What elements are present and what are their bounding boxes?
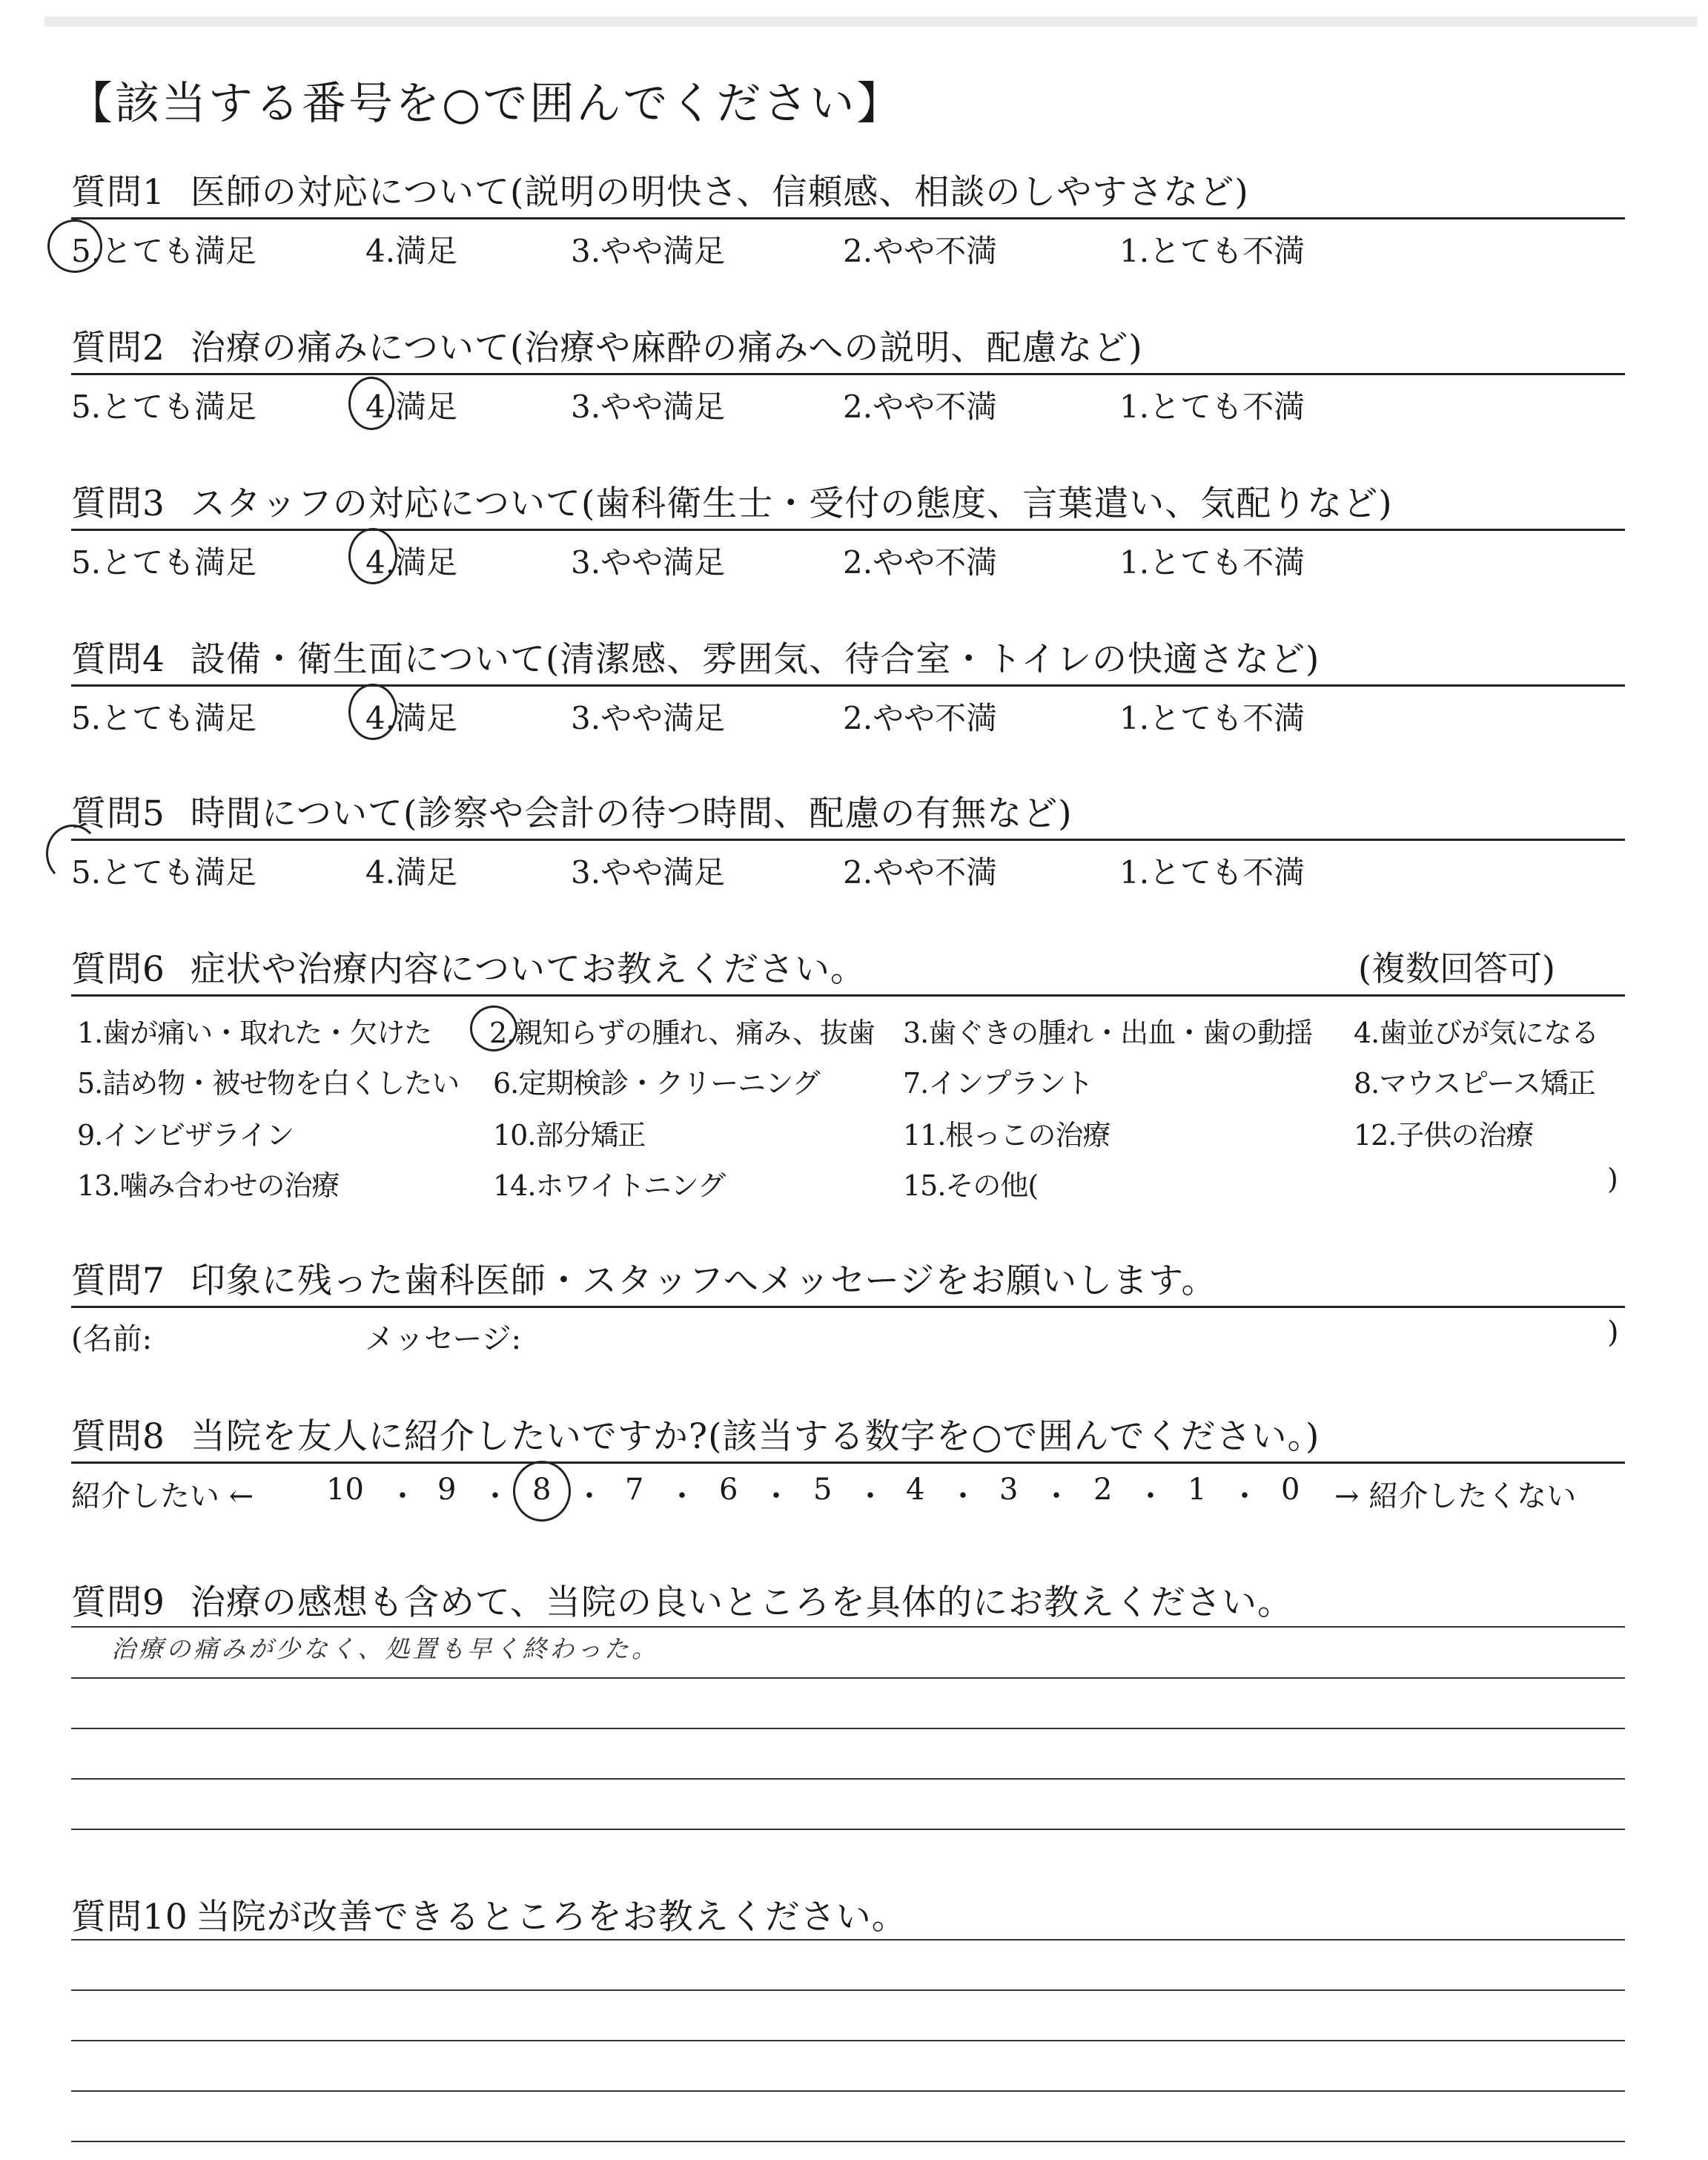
option-4-satisfied[interactable]: 4.満足	[365, 544, 458, 581]
question-divider	[71, 684, 1625, 687]
option-1-very-dissatisfied[interactable]: 1.とても不満	[1119, 544, 1305, 581]
option-2-somewhat-dissatisfied[interactable]: 2.やや不満	[843, 700, 998, 736]
symptom-option[interactable]: 8.マウスピース矯正	[1354, 1067, 1595, 1100]
question-9	[71, 1575, 1625, 1621]
option-1-very-dissatisfied[interactable]: 1.とても不満	[1119, 700, 1305, 736]
question-number: 質問2	[71, 328, 165, 369]
question-7	[71, 1253, 1625, 1299]
question-5	[71, 786, 1625, 832]
scale-dot: ・	[388, 1479, 417, 1513]
scale-dot: ・	[480, 1479, 510, 1513]
question-text: 設備・衛生面について(清潔感、雰囲気、待合室・トイレの快適さなど)	[190, 639, 1320, 680]
question-text: 治療の痛みについて(治療や麻酔の痛みへの説明、配慮など)	[190, 328, 1143, 369]
question-number: 質問10	[71, 1897, 188, 1938]
answer-line	[71, 1939, 1625, 1941]
symptom-option[interactable]: 6.定期検診・クリーニング	[493, 1067, 820, 1100]
answer-line	[71, 1989, 1625, 1991]
recommend-label: 紹介したい ←	[71, 1479, 254, 1513]
question-divider	[71, 217, 1625, 219]
option-2-somewhat-dissatisfied[interactable]: 2.やや不満	[843, 854, 998, 891]
message-label: メッセージ:	[365, 1322, 522, 1356]
scale-4[interactable]: 4	[906, 1473, 925, 1507]
question-divider	[71, 1462, 1625, 1464]
symptom-option[interactable]: 14.ホワイトニング	[493, 1169, 726, 1202]
option-1-very-dissatisfied[interactable]: 1.とても不満	[1119, 389, 1305, 425]
answer-circle-mark	[348, 528, 397, 584]
scale-9[interactable]: 9	[437, 1473, 457, 1507]
scale-8[interactable]: 8	[532, 1473, 552, 1507]
scale-dot: ・	[761, 1479, 791, 1513]
question-3	[71, 476, 1625, 522]
option-4-satisfied[interactable]: 4.満足	[365, 700, 458, 736]
question-text: 印象に残った歯科医師・スタッフへメッセージをお願いします。	[190, 1261, 1217, 1301]
question-divider	[71, 839, 1625, 841]
scale-3[interactable]: 3	[999, 1473, 1019, 1507]
scale-2[interactable]: 2	[1093, 1473, 1113, 1507]
option-4-satisfied[interactable]: 4.満足	[365, 854, 458, 891]
symptom-option[interactable]: 11.根っこの治療	[903, 1119, 1110, 1152]
question-number: 質問6	[71, 949, 165, 990]
question-number: 質問9	[71, 1582, 165, 1623]
question-number: 質問8	[71, 1416, 165, 1457]
question-text: スタッフの対応について(歯科衛生士・受付の態度、言葉遣い、気配りなど)	[190, 483, 1393, 524]
name-label: (名前:	[71, 1322, 153, 1356]
scan-edge	[44, 16, 1698, 27]
question-number: 質問5	[71, 793, 165, 834]
other-close-paren: )	[1607, 1163, 1618, 1195]
handwritten-answer: 治療の痛みが少なく、処置も早く終わった。	[111, 1634, 660, 1663]
option-1-very-dissatisfied[interactable]: 1.とても不満	[1119, 854, 1305, 891]
question-text: 症状や治療内容についてお教えください。	[190, 949, 866, 990]
answer-line	[71, 1829, 1625, 1830]
answer-line	[71, 2090, 1625, 2092]
scale-6[interactable]: 6	[719, 1473, 738, 1507]
symptom-option[interactable]: 10.部分矯正	[493, 1119, 646, 1152]
question-8	[71, 1409, 1625, 1455]
question-text: 治療の感想も含めて、当院の良いところを具体的にお教えください。	[190, 1582, 1293, 1623]
question-number: 質問4	[71, 639, 165, 680]
answer-circle-mark	[348, 377, 394, 430]
question-1	[71, 165, 1625, 211]
scale-dot: ・	[667, 1479, 697, 1513]
question-text: 医師の対応について(説明の明快さ、信頼感、相談のしやすさなど)	[190, 172, 1249, 213]
question-divider	[71, 529, 1625, 531]
scale-dot: ・	[1042, 1479, 1071, 1513]
multiple-answers-note: (複数回答可)	[1358, 948, 1555, 988]
question-text: 当院を友人に紹介したいですか?(該当する数字を○で囲んでください。)	[190, 1416, 1320, 1457]
answer-circle-mark	[348, 684, 397, 740]
symptom-option[interactable]: 2.親知らずの腫れ、痛み、抜歯	[489, 1017, 875, 1049]
question-10	[71, 1889, 1625, 1938]
scale-10[interactable]: 10	[326, 1473, 364, 1507]
scale-1[interactable]: 1	[1188, 1473, 1207, 1507]
answer-circle-mark	[470, 1005, 517, 1051]
option-2-somewhat-dissatisfied[interactable]: 2.やや不満	[843, 544, 998, 581]
option-4-satisfied[interactable]: 4.満足	[365, 233, 458, 269]
question-4	[71, 632, 1625, 678]
symptom-option[interactable]: 13.噛み合わせの治療	[77, 1169, 340, 1202]
symptom-option[interactable]: 12.子供の治療	[1354, 1119, 1534, 1152]
symptom-option[interactable]: 4.歯並びが気になる	[1354, 1017, 1599, 1049]
question-text: 当院が改善できるところをお教えください。	[195, 1897, 907, 1938]
option-3-somewhat-satisfied[interactable]: 3.やや満足	[571, 389, 726, 425]
scale-0[interactable]: 0	[1281, 1473, 1300, 1507]
symptom-option[interactable]: 3.歯ぐきの腫れ・出血・歯の動揺	[903, 1017, 1313, 1049]
question-2	[71, 320, 1625, 369]
answer-line	[71, 1778, 1625, 1780]
question-number: 質問7	[71, 1261, 165, 1301]
option-3-somewhat-satisfied[interactable]: 3.やや満足	[571, 854, 726, 891]
symptom-option[interactable]: 5.詰め物・被せ物を白くしたい	[77, 1067, 460, 1100]
option-5-very-satisfied[interactable]: 5.とても満足	[71, 233, 257, 269]
question-divider	[71, 994, 1625, 997]
question-divider	[71, 373, 1625, 375]
scale-dot: ・	[948, 1479, 978, 1513]
message-close-paren: )	[1607, 1315, 1619, 1350]
question-text: 時間について(診察や会計の待つ時間、配慮の有無など)	[190, 793, 1073, 834]
question-number: 質問3	[71, 483, 165, 524]
option-5-very-satisfied[interactable]: 5.とても満足	[71, 544, 257, 581]
option-2-somewhat-dissatisfied[interactable]: 2.やや不満	[843, 389, 998, 425]
question-number: 質問1	[71, 172, 165, 213]
answer-line	[71, 2040, 1625, 2041]
scale-dot: ・	[575, 1479, 604, 1513]
option-1-very-dissatisfied[interactable]: 1.とても不満	[1119, 233, 1305, 269]
answer-line	[71, 1626, 1625, 1628]
answer-line	[71, 1677, 1625, 1679]
scale-dot: ・	[855, 1479, 885, 1513]
option-5-very-satisfied[interactable]: 5.とても満足	[71, 700, 257, 736]
option-3-somewhat-satisfied[interactable]: 3.やや満足	[571, 544, 726, 581]
option-3-somewhat-satisfied[interactable]: 3.やや満足	[571, 233, 726, 269]
answer-circle-mark	[47, 219, 102, 273]
option-3-somewhat-satisfied[interactable]: 3.やや満足	[571, 700, 726, 736]
answer-line	[71, 2141, 1625, 2142]
option-2-somewhat-dissatisfied[interactable]: 2.やや不満	[843, 233, 998, 269]
symptom-option[interactable]: 15.その他(	[903, 1169, 1039, 1202]
page-title: 【該当する番号を○で囲んでください】	[68, 78, 904, 130]
answer-line	[71, 1728, 1625, 1729]
symptom-option[interactable]: 9.インビザライン	[77, 1119, 294, 1152]
scale-7[interactable]: 7	[625, 1473, 644, 1507]
answer-circle-mark	[513, 1461, 571, 1522]
option-5-very-satisfied[interactable]: 5.とても満足	[71, 854, 257, 891]
question-divider	[71, 1306, 1625, 1308]
option-4-satisfied[interactable]: 4.満足	[365, 389, 458, 425]
scale-dot: ・	[1230, 1479, 1260, 1513]
answer-circle-mark	[46, 825, 99, 882]
scale-dot: ・	[1136, 1479, 1165, 1513]
symptom-option[interactable]: 1.歯が痛い・取れた・欠けた	[77, 1017, 432, 1049]
not-recommend-label: → 紹介したくない	[1334, 1479, 1577, 1513]
symptom-option[interactable]: 7.インプラント	[903, 1067, 1093, 1100]
scale-5[interactable]: 5	[813, 1473, 833, 1507]
option-5-very-satisfied[interactable]: 5.とても満足	[71, 389, 257, 425]
